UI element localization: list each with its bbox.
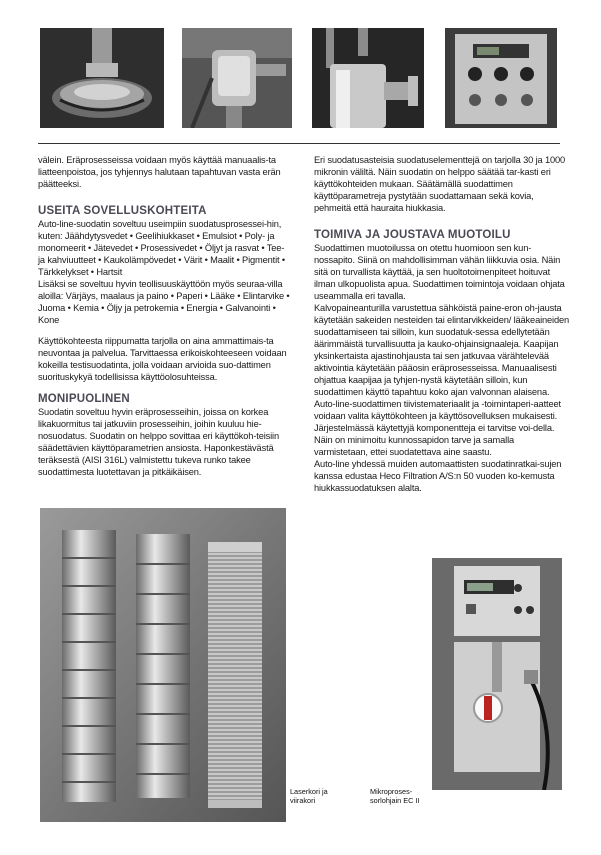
left-column <box>38 154 290 478</box>
photo-controller-unit <box>432 558 562 790</box>
experience-paragraph: Auto-line yhdessä muiden automaattisten suodatinratkai-sujen kanssa edustaa Heco Filtration A/S:n 50 vuoden ko-kemusta hiukkassuodatuksen alalta. <box>314 459 562 493</box>
control-paragraph: Kalvopaineanturilla varustettua sähköistä paine-eron oh-jausta käytetään sakeiden nesteiden tai elintarvikkeiden/ lääkeaineiden suodattamiseen tai silloin, kun suodatuk-sessa edellytetään äärimmäistä turvallisuutta ja kauko-ohjainsignaaleja. Kaapijan yksinkertaista ajastinohjausta tai sen jatkuvaa värähtelevää aktivointia käytetään pääosin eräprosesseissa. Manuaalisesti ohjattua kaapijaa ja tyhjen-nystä käytetään silloin, kun suodattimen käyttö tapahtuu koko ajan valvonnan alaisena. <box>314 303 570 397</box>
caption-controller-line-1: Mikroproses- <box>370 787 413 796</box>
maintenance-paragraph: Suodattimen muotoilussa on otettu huomioon sen kun-nossapito. Siinä on mahdollisimman vähän liikkuvia osia. Näin sitä on turvallista käyttää, ja sen huoltotoimenpiteet hoituvat ilman ulkopuolista apua. Suodattimen toimintoja voidaan ohjata useammalla eri tavalla. <box>314 243 565 301</box>
heading-versatile: MONIPUOLINEN <box>38 393 130 405</box>
applications-list: Auto-line-suodatin soveltuu useimpiin suodatusprosessei-hin, kuten: Jäähdytysvedet • Geelihiukkaset • Emulsiot • Poly- ja monomeerit • Jätevedet • Prosessivedet • Öljyt ja rasvat • Tee- ja kahviuutteet • Kaukolämpövedet • Värit • Maalit • Pigmentit • Tärkkelykset • Hartsit <box>38 219 285 277</box>
advice-paragraph: Käyttökohteesta riippumatta tarjolla on aina ammattimais-ta neuvontaa ja palvelua. Tarvittaessa erikoiskohteeseen voidaan kokeilla testisuodatinta, jolla voidaan arvioida suo-dattimen suorituskykyä todellisissa käyttöolosuhteissa. <box>38 336 287 382</box>
filter-elements-paragraph: Eri suodatusasteisia suodatuselementtejä on tarjolla 30 ja 1000 mikronin väliltä. Näin suodatin on helppo säätää tar-kasti eri käyttökohteiden mukaan. Säätämällä suodattimen käyttöparametreja pystytään suodattamaan sekä kovia, pehmeitä että hauraita hiukkasia. <box>314 155 566 213</box>
suction-cup-illustration <box>40 28 164 128</box>
photo-filter-baskets <box>40 508 286 822</box>
left-intro: välein. Eräprosesseissa voidaan myös käyttää manuaalis-ta liatteenpoistoa, jos tyhjennys halutaan tapahtuvan vasta erän päätteeksi. <box>38 155 281 189</box>
control-panel-illustration <box>445 28 557 128</box>
industries-list: Lisäksi se soveltuu hyvin teollisuuskäyttöön myös seuraa-villa aloilla: Värjäys, maalaus ja paino • Paperi • Lääke • Elintarvike • Juoma • Kemia • Öljy ja petrokemia • Energia • Galvanointi • Kone <box>38 279 290 325</box>
pump-unit-illustration <box>182 28 292 128</box>
versatile-paragraph: Suodatin soveltuu hyvin eräprosesseihin, joissa on korkea likakuormitus tai jatkuviin prosesseihin, joihin kuuluu hie-nosuodatus. Suodatin on helppo sovittaa eri käyttökoh-teisiin säädettävien käyttöparametrien ansiosta. Haponkestävästä teräksestä (AISI 316L) valmistettu tukeva runko takee suodattimesta luotettavan ja pitkäikäisen. <box>38 407 279 477</box>
photo-control-panel <box>445 28 557 128</box>
materials-paragraph: Auto-line-suodattimen tiivistemateriaalit ja -toimintaperi-aatteet voidaan valita käyttökohteen ja käyttösovelluksen mukaisesti. <box>314 399 561 421</box>
photo-pump-unit <box>182 28 292 128</box>
filter-housing-illustration <box>312 28 424 128</box>
heading-design: TOIMIVA JA JOUSTAVA MUOTOILU <box>314 229 511 241</box>
caption-baskets <box>290 787 328 805</box>
caption-baskets-line-2: viirakori <box>290 796 316 805</box>
section-divider <box>38 143 560 144</box>
heading-applications: USEITA SOVELLUSKOHTEITA <box>38 205 207 217</box>
filter-baskets-illustration <box>40 508 286 822</box>
controller-unit-illustration <box>432 558 562 790</box>
lubrication-paragraph: Järjestelmässä käytettyjä komponentteja ei tarvitse voi-della. Näin on minimoitu kunnossapidon tarve ja samalla varmistetaan, ettei suodatettava aine saastu. <box>314 423 555 457</box>
photo-filter-housing <box>312 28 424 128</box>
caption-controller-line-2: sorlohjain EC II <box>370 796 420 805</box>
caption-controller <box>370 787 419 805</box>
right-column <box>314 154 570 494</box>
caption-baskets-line-1: Laserkori ja <box>290 787 328 796</box>
photo-suction-cup <box>40 28 164 128</box>
